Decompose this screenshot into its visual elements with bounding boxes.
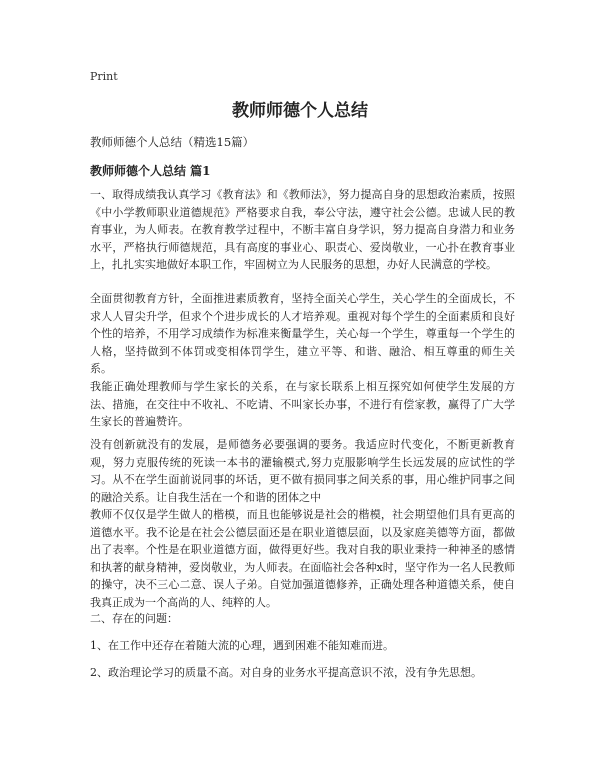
- paragraph-problems-heading: 二、存在的问题：: [90, 612, 178, 625]
- paragraph-achievements: 一、取得成绩我认真学习《教育法》和《教师法》，努力提高自身的思想政治素质，按照《中小学教师职业道德规范》严格要求自我，奉公守法，遵守社会公德。忠诚人民的教育事业，为人师表。在教育教学过程中，不断丰富自身学识，努力提高自身潜力和业务水平，严格执行师德规范，具有高度的事业心、职责心、爱岗敬业，一心扑在教育事业上，扎扎实实地做好本职工作，牢固树立为人民服务的思想，办好人民满意的学校。: [90, 188, 515, 271]
- paragraph-innovation: 没有创新就没有的发展，是师德务必要强调的要务。我适应时代变化，不断更新教育观，努力克服传统的死读一本书的灌输模式,努力克服影响学生长远发展的应试性的学习。从不在学生面前说同事的坏话，更不做有损同事之间关系的事，用心维护同事之间的融洽关系。让自我生活在一个和谐的团体之中: [90, 438, 515, 504]
- list-item-problem-2: 2、政治理论学习的质量不高。对自身的业务水平提高意识不浓，没有争先思想。: [90, 666, 482, 679]
- document-subtitle: 教师师德个人总结（精选15篇）: [90, 135, 255, 149]
- paragraph-quality-education: 全面贯彻教育方针，全面推进素质教育，坚持全面关心学生，关心学生的全面成长，不求人人冒尖升学，但求个个进步成长的人才培养观。重视对每个学生的全面素质和良好个性的培养，不用学习成绩作为标准来衡量学生，关心每一个学生，尊重每一个学生的人格，坚持做到不体罚或变相体罚学生，建立平等、和谐、融洽、相互尊重的师生关系。: [90, 292, 515, 375]
- paragraph-parents: 我能正确处理教师与学生家长的关系，在与家长联系上相互探究如何使学生发展的方法、措施，在交往中不收礼、不吃请、不叫家长办事，不进行有偿家教，赢得了广大学生家长的普遍赞许。: [90, 380, 515, 428]
- list-item-problem-1: 1、在工作中还存在着随大流的心理，遇到困难不能知难而进。: [90, 639, 394, 652]
- paragraph-role-model: 教师不仅仅是学生做人的楷模，而且也能够说是社会的楷模，社会期望他们具有更高的道德水平。我不论是在社会公德层面还是在职业道德层面，以及家庭美德等方面，都做出了表率。个性是在职业道德方面，做得更好些。我对自我的职业秉持一种神圣的感情和执著的献身精神，爱岗敬业，为人师表。在面临社会各种x时，坚守作为一名人民教师的操守，决不三心二意、误人子弟。自觉加强道德修养，正确处理各种道德关系，使自我真正成为一个高尚的人、纯粹的人。: [90, 508, 515, 609]
- section-heading: 教师师德个人总结 篇1: [90, 164, 211, 178]
- page-title: 教师师德个人总结: [232, 101, 368, 121]
- print-link[interactable]: Print: [90, 70, 118, 83]
